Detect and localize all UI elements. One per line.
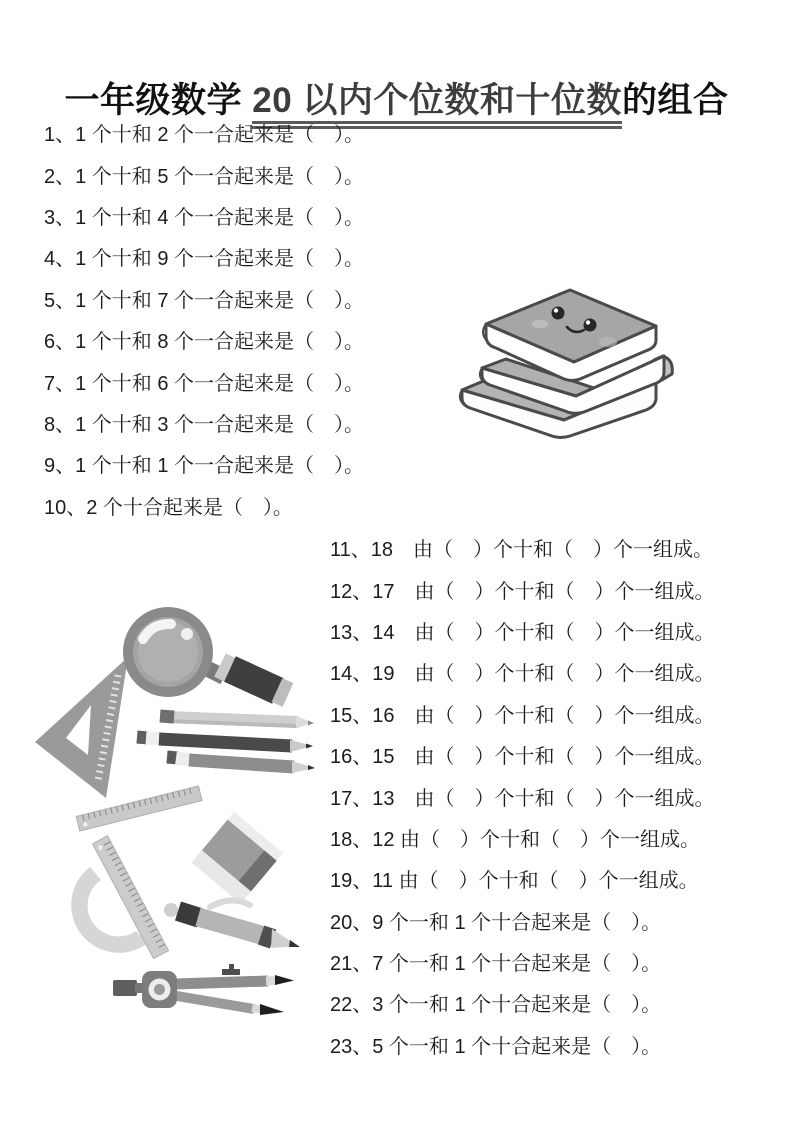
questions-left-column <box>44 112 364 526</box>
question-line: 6、1 个十和 8 个一合起来是（ ）。 <box>44 331 365 354</box>
question-line: 9、1 个十和 1 个一合起来是（ ）。 <box>44 455 365 478</box>
question-line: 16、15 由（ ）个十和（ ）个一组成。 <box>330 746 715 769</box>
title-underlined-text: 20 以内个位数和十位数 <box>252 81 622 129</box>
questions-right-column <box>330 527 715 1065</box>
eye-left <box>552 307 565 320</box>
question-line: 7、1 个十和 6 个一合起来是（ ）。 <box>44 372 365 395</box>
question-line: 3、1 个十和 4 个一合起来是（ ）。 <box>44 206 365 229</box>
question-line: 15、16 由（ ）个十和（ ）个一组成。 <box>330 704 715 727</box>
eraser-icon <box>192 812 283 904</box>
question-line: 23、5 个一和 1 个十合起来是（ ）。 <box>330 1035 662 1058</box>
question-line: 20、9 个一和 1 个十合起来是（ ）。 <box>330 911 662 934</box>
blush-left <box>532 320 548 329</box>
question-line: 21、7 个一和 1 个十合起来是（ ）。 <box>330 953 662 976</box>
question-line: 10、2 个十合起来是（ ）。 <box>44 496 293 519</box>
books-stack-illustration <box>458 284 690 446</box>
question-line: 22、3 个一和 1 个十合起来是（ ）。 <box>330 994 662 1017</box>
question-line: 19、11 由（ ）个十和（ ）个一组成。 <box>330 870 699 893</box>
question-line: 11、18 由（ ）个十和（ ）个一组成。 <box>330 539 714 562</box>
question-line: 12、17 由（ ）个十和（ ）个一组成。 <box>330 580 715 603</box>
question-line: 4、1 个十和 9 个一合起来是（ ）。 <box>44 248 365 271</box>
question-line: 5、1 个十和 7 个一合起来是（ ）。 <box>44 289 365 312</box>
magnifier-icon <box>123 607 288 697</box>
pencil-dark-icon <box>137 737 313 752</box>
set-square-icon <box>35 657 128 798</box>
ruler-icon <box>76 786 202 831</box>
cover-shine <box>599 337 617 347</box>
pen-icon <box>164 900 300 948</box>
question-line: 17、13 由（ ）个十和（ ）个一组成。 <box>330 787 715 810</box>
stationery-illustration <box>28 595 338 1065</box>
title-suffix: 的组合 <box>621 81 729 121</box>
pencil-gray-icon <box>167 757 315 773</box>
pencil-light-icon <box>160 716 314 728</box>
eye-right <box>584 319 597 332</box>
compass-icon <box>113 964 294 1015</box>
question-line: 14、19 由（ ）个十和（ ）个一组成。 <box>330 663 715 686</box>
question-line: 18、12 由（ ）个十和（ ）个一组成。 <box>330 828 701 851</box>
question-line: 1、1 个十和 2 个一合起来是（ ）。 <box>44 124 365 147</box>
question-line: 2、1 个十和 5 个一合起来是（ ）。 <box>44 165 365 188</box>
title-prefix: 一年级数学 <box>64 81 253 121</box>
question-line: 13、14 由（ ）个十和（ ）个一组成。 <box>330 621 715 644</box>
question-line: 8、1 个十和 3 个一合起来是（ ）。 <box>44 413 365 436</box>
